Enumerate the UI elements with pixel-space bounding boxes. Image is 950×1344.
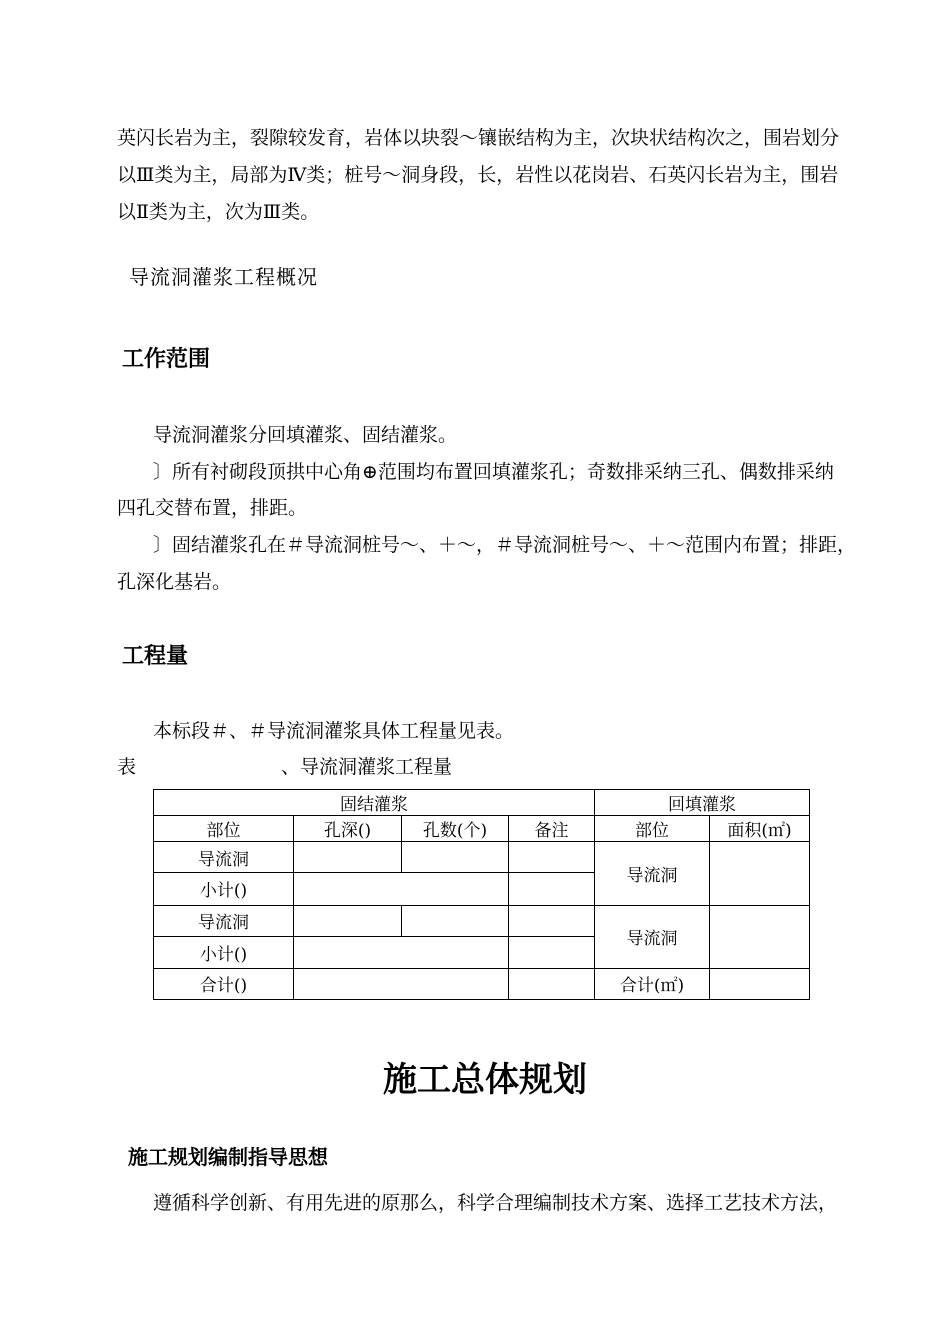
cell-empty [294, 936, 509, 968]
cell-empty [294, 905, 402, 936]
quantity-paragraph: 本标段＃、＃导流洞灌浆具体工程量见表。 [153, 720, 515, 742]
intro-line-1: 英闪长岩为主，裂隙较发育，岩体以块裂～镶嵌结构为主，次块状结构次之，围岩划分 [117, 127, 840, 149]
scope-paragraph-2b: 四孔交替布置，排距。 [117, 497, 308, 519]
cell-empty [710, 968, 810, 999]
row-label-tunnel-2: 导流洞 [154, 905, 294, 936]
cell-empty [509, 873, 595, 905]
chapter-title: 施工总体规划 [383, 1060, 587, 1100]
header-consolidation-grouting: 固结灌浆 [154, 790, 595, 816]
backfill-label-tunnel-1: 导流洞 [595, 842, 710, 905]
col-header-area: 面积(㎡) [710, 816, 810, 842]
table-caption-title: 、导流洞灌浆工程量 [281, 756, 453, 778]
row-label-subtotal-1: 小计() [154, 873, 294, 905]
scope-paragraph-1: 导流洞灌浆分回填灌浆、固结灌浆。 [153, 424, 458, 446]
cell-empty [509, 842, 595, 873]
cell-empty [294, 873, 509, 905]
scope-paragraph-3a: 〕固结灌浆孔在＃导流洞桩号～、＋～，＃导流洞桩号～、＋～范围内布置；排距， [153, 534, 857, 556]
row-label-subtotal-2: 小计() [154, 936, 294, 968]
heading-quantity: 工程量 [122, 644, 189, 669]
intro-line-2: 以Ⅲ类为主，局部为Ⅳ类；桩号～洞身段，长，岩性以花岗岩、石英闪长岩为主，围岩 [117, 164, 839, 186]
cell-empty [402, 905, 509, 936]
col-header-hole-depth: 孔深() [294, 816, 402, 842]
header-backfill-grouting: 回填灌浆 [595, 790, 810, 816]
table-caption-label: 表 [117, 756, 137, 778]
section-heading-overview: 导流洞灌浆工程概况 [129, 265, 318, 289]
cell-empty [710, 905, 810, 968]
plan-paragraph-1: 遵循科学创新、有用先进的原那么，科学合理编制技术方案、选择工艺技术方法， [153, 1192, 838, 1214]
intro-line-3: 以Ⅱ类为主，次为Ⅲ类。 [117, 201, 320, 223]
row-label-tunnel-1: 导流洞 [154, 842, 294, 873]
cell-empty [710, 842, 810, 905]
cell-empty [509, 905, 595, 936]
quantity-table [153, 789, 810, 1000]
col-header-part-backfill: 部位 [595, 816, 710, 842]
cell-empty [294, 968, 509, 999]
col-header-part: 部位 [154, 816, 294, 842]
scope-paragraph-3b: 孔深化基岩。 [117, 571, 232, 593]
row-label-total: 合计() [154, 968, 294, 999]
backfill-label-total: 合计(㎡) [595, 968, 710, 999]
cell-empty [294, 842, 402, 873]
scope-paragraph-2a: 〕所有衬砌段顶拱中心角⊕范围均布置回填灌浆孔；奇数排采纳三孔、偶数排采纳 [153, 461, 834, 483]
cell-empty [509, 968, 595, 999]
cell-empty [402, 842, 509, 873]
col-header-note: 备注 [509, 816, 595, 842]
col-header-hole-count: 孔数(个) [402, 816, 509, 842]
backfill-label-tunnel-2: 导流洞 [595, 905, 710, 968]
cell-empty [509, 936, 595, 968]
heading-work-scope: 工作范围 [122, 347, 211, 372]
heading-planning-guideline: 施工规划编制指导思想 [128, 1145, 328, 1169]
